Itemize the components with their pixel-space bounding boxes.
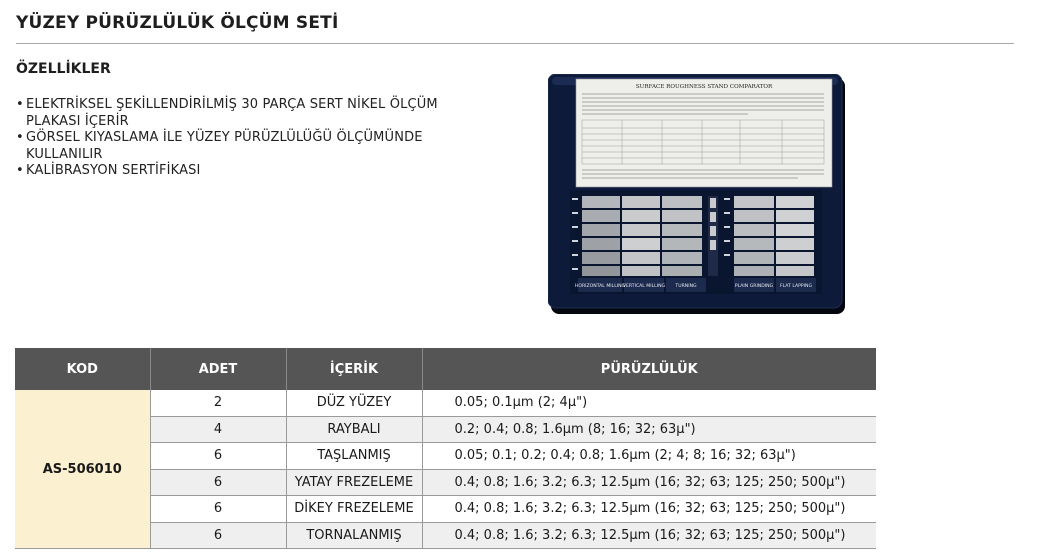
- cell-icerik: YATAY FREZELEME: [286, 469, 422, 496]
- header-icerik: İÇERİK: [286, 348, 422, 390]
- label-vertical-milling: VERTICAL MILLING: [622, 284, 666, 289]
- cell-adet: 6: [150, 496, 286, 523]
- cell-icerik: DİKEY FREZELEME: [286, 496, 422, 523]
- header-adet: ADET: [150, 348, 286, 390]
- label-turning: TURNING: [675, 284, 697, 289]
- info-panel: [576, 79, 832, 187]
- label-flat-lapping: FLAT LAPPING: [779, 284, 813, 289]
- feature-item: • KALİBRASYON SERTİFİKASI: [16, 163, 446, 180]
- cell-icerik: TAŞLANMIŞ: [286, 443, 422, 470]
- title-divider: [16, 43, 1014, 44]
- page-title: YÜZEY PÜRÜZLÜLÜK ÖLÇÜM SETİ: [16, 13, 339, 33]
- cell-puruzluluk: 0.4; 0.8; 1.6; 3.2; 6.3; 12.5µm (16; 32; 63; 125; 250; 500µ"): [422, 496, 876, 523]
- cell-adet: 2: [150, 390, 286, 416]
- features-list: [16, 97, 446, 180]
- cell-puruzluluk: 0.05; 0.1; 0.2; 0.4; 0.8; 1.6µm (2; 4; 8; 16; 32; 63µ"): [422, 443, 876, 470]
- table-header-row: [15, 348, 876, 390]
- cell-puruzluluk: 0.2; 0.4; 0.8; 1.6µm (8; 16; 32; 63µ"): [422, 416, 876, 443]
- cell-puruzluluk: 0.4; 0.8; 1.6; 3.2; 6.3; 12.5µm (16; 32; 63; 125; 250; 500µ"): [422, 469, 876, 496]
- cell-adet: 4: [150, 416, 286, 443]
- feature-item: • GÖRSEL KIYASLAMA İLE YÜZEY PÜRÜZLÜLÜĞÜ ÖLÇÜMÜNDE KULLANILIR: [16, 130, 446, 163]
- cell-adet: 6: [150, 522, 286, 549]
- table-row: [15, 390, 876, 416]
- product-code: AS-506010: [15, 390, 150, 549]
- cell-icerik: DÜZ YÜZEY: [286, 390, 422, 416]
- cell-puruzluluk: 0.4; 0.8; 1.6; 3.2; 6.3; 12.5µm (16; 32; 63; 125; 250; 500µ"): [422, 522, 876, 549]
- panel-title: SURFACE ROUGHNESS STAND COMPARATOR: [635, 84, 773, 90]
- cell-puruzluluk: 0.05; 0.1µm (2; 4µ"): [422, 390, 876, 416]
- specimens-right: [734, 196, 814, 276]
- specimens-left: [582, 196, 702, 276]
- cell-icerik: TORNALANMIŞ: [286, 522, 422, 549]
- specimen-strip: [708, 196, 718, 276]
- features-heading: ÖZELLİKLER: [16, 61, 111, 77]
- spec-table: [15, 348, 876, 549]
- label-plain-grinding: PLAIN GRINDING: [734, 284, 774, 289]
- cell-icerik: RAYBALI: [286, 416, 422, 443]
- feature-item: • ELEKTRİKSEL ŞEKİLLENDİRİLMİŞ 30 PARÇA SERT NİKEL ÖLÇÜM PLAKASI İÇERİR: [16, 97, 446, 130]
- specimen-labels: [575, 278, 816, 292]
- header-puruzluluk: PÜRÜZLÜLÜK: [422, 348, 876, 390]
- label-horizontal-milling: HORIZONTAL MILLING: [574, 284, 626, 289]
- header-kod: KOD: [15, 348, 150, 390]
- cell-adet: 6: [150, 469, 286, 496]
- cell-adet: 6: [150, 443, 286, 470]
- product-photo: [548, 74, 846, 314]
